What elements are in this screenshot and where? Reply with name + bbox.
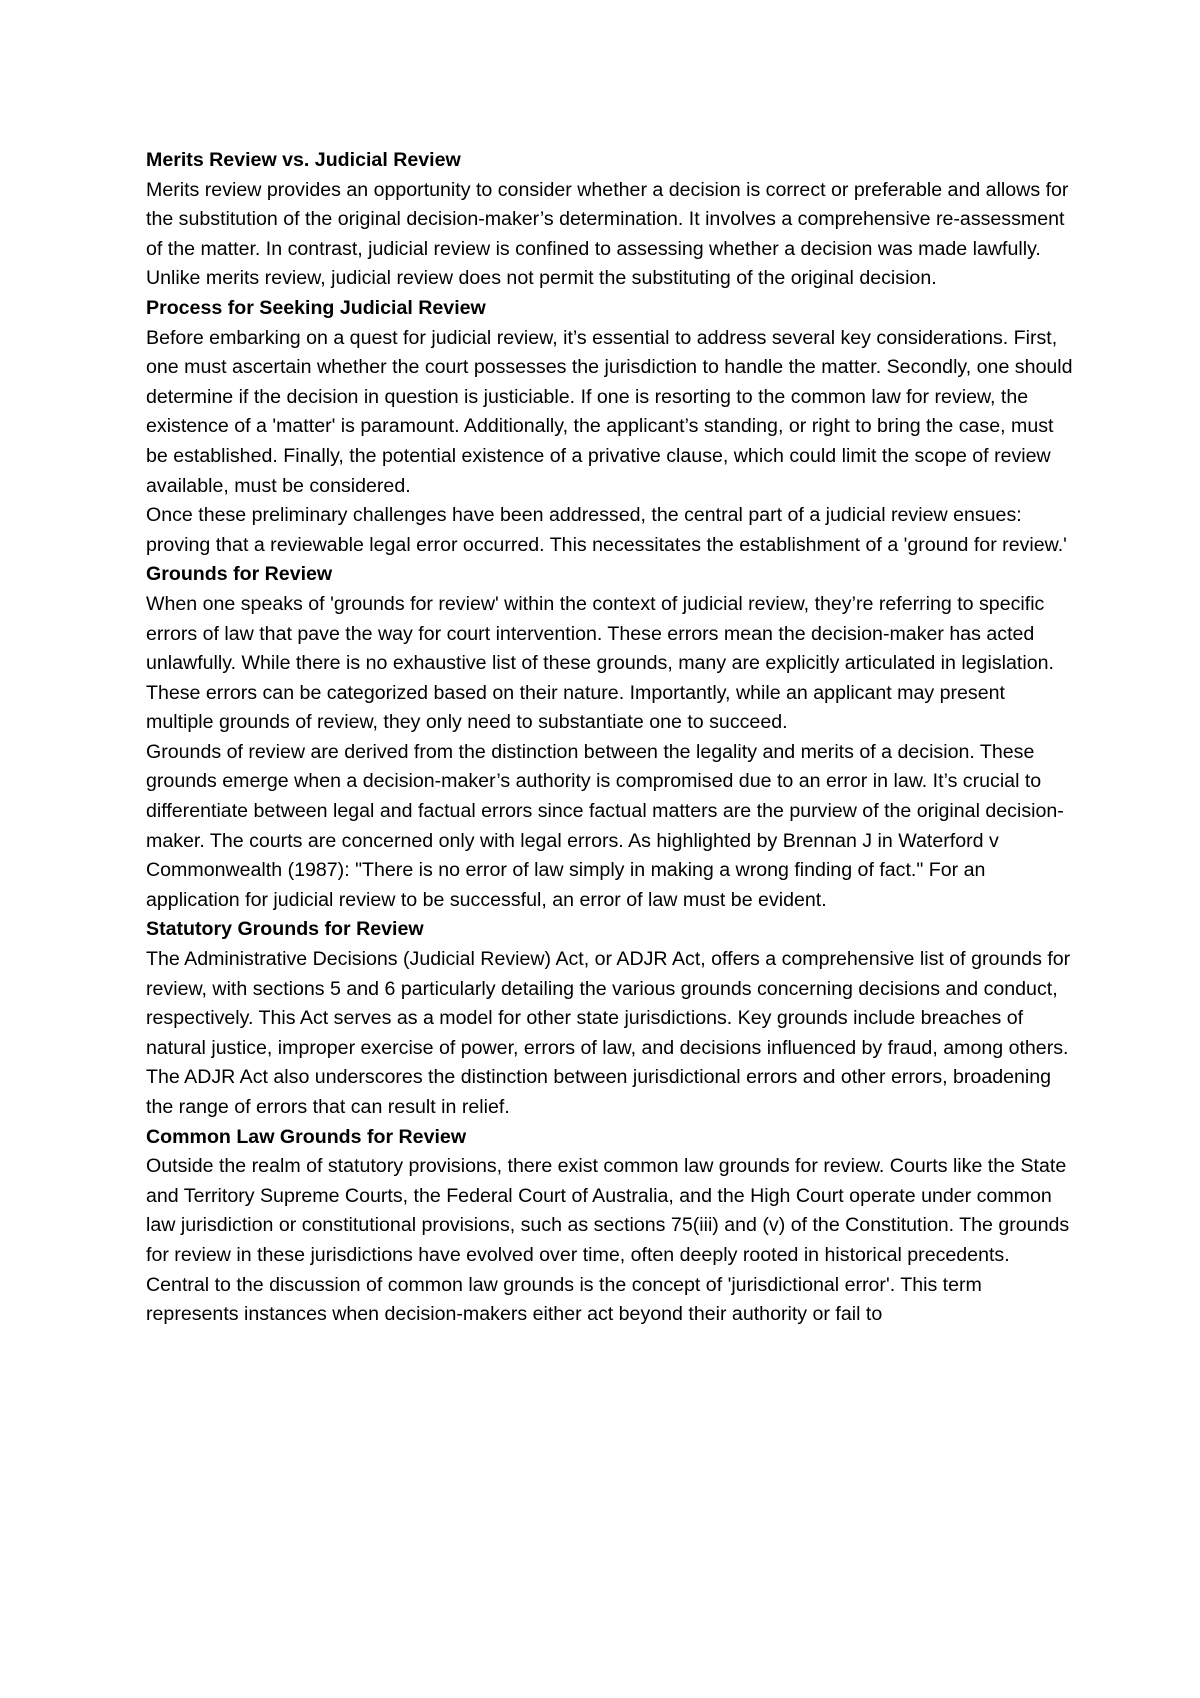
- paragraph: The Administrative Decisions (Judicial Review) Act, or ADJR Act, offers a comprehensive list of grounds for review, with sections 5 and 6 particularly detailing the various grounds concerning decisions and conduct, respectively. This Act serves as a model for other state jurisdictions. Key grounds include breaches of natural justice, improper exercise of power, errors of law, and decisions influenced by fraud, among others. The ADJR Act also underscores the distinction between jurisdictional errors and other errors, broadening the range of errors that can result in relief.: [146, 948, 1071, 1118]
- section-heading: Common Law Grounds for Review: [146, 1125, 467, 1148]
- section-heading: Process for Seeking Judicial Review: [146, 296, 486, 319]
- paragraph: Before embarking on a quest for judicial review, it’s essential to address several key considerations. First, one must ascertain whether the court possesses the jurisdiction to handle the matter. Secondly, one should determine if the decision in question is justiciable. If one is resorting to the common law for review, the existence of a 'matter' is paramount. Additionally, the applicant’s standing, or right to bring the case, must be established. Finally, the potential existence of a privative clause, which could limit the scope of review available, must be considered.: [146, 326, 1073, 497]
- section-process-judicial-review: [146, 294, 1076, 560]
- section-heading: Grounds for Review: [146, 563, 333, 586]
- document-page: [146, 146, 1076, 1330]
- paragraph: When one speaks of 'grounds for review' within the context of judicial review, they’re referring to specific errors of law that pave the way for court intervention. These errors mean the decision-maker has acted unlawfully. While there is no exhaustive list of these grounds, many are explicitly articulated in legislation. These errors can be categorized based on their nature. Importantly, while an applicant may present multiple grounds of review, they only need to substantiate one to succeed.: [146, 592, 1054, 734]
- paragraph: Once these preliminary challenges have been addressed, the central part of a judicial review ensues: proving that a reviewable legal error occurred. This necessitates the establishment of a 'ground for review.': [146, 504, 1067, 556]
- paragraph: Outside the realm of statutory provisions, there exist common law grounds for review. Courts like the State and Territory Supreme Courts, the Federal Court of Australia, and the High Court operate under common law jurisdiction or constitutional provisions, such as sections 75(iii) and (v) of the Constitution. The grounds for review in these jurisdictions have evolved over time, often deeply rooted in historical precedents.: [146, 1155, 1070, 1266]
- section-common-law-grounds: [146, 1123, 1076, 1330]
- section-statutory-grounds: [146, 915, 1076, 1122]
- paragraph: Grounds of review are derived from the distinction between the legality and merits of a decision. These grounds emerge when a decision-maker’s authority is compromised due to an error in law. It’s crucial to differentiate between legal and factual errors since factual matters are the purview of the original decision-maker. The courts are concerned only with legal errors. As highlighted by Brennan J in Waterford v Commonwealth (1987): "There is no error of law simply in making a wrong finding of fact." For an application for judicial review to be successful, an error of law must be evident.: [146, 740, 1064, 911]
- section-grounds-for-review: [146, 560, 1076, 915]
- section-merits-vs-judicial: [146, 146, 1076, 294]
- section-heading: Merits Review vs. Judicial Review: [146, 149, 461, 171]
- paragraph: Merits review provides an opportunity to consider whether a decision is correct or preferable and allows for the substitution of the original decision-maker’s determination. It involves a comprehensive re-assessment of the matter. In contrast, judicial review is confined to assessing whether a decision was made lawfully. Unlike merits review, judicial review does not permit the substituting of the original decision.: [146, 178, 1069, 290]
- paragraph: Central to the discussion of common law grounds is the concept of 'jurisdictional error'. This term represents instances when decision-makers either act beyond their authority or fail to: [146, 1273, 982, 1326]
- section-heading: Statutory Grounds for Review: [146, 918, 424, 941]
